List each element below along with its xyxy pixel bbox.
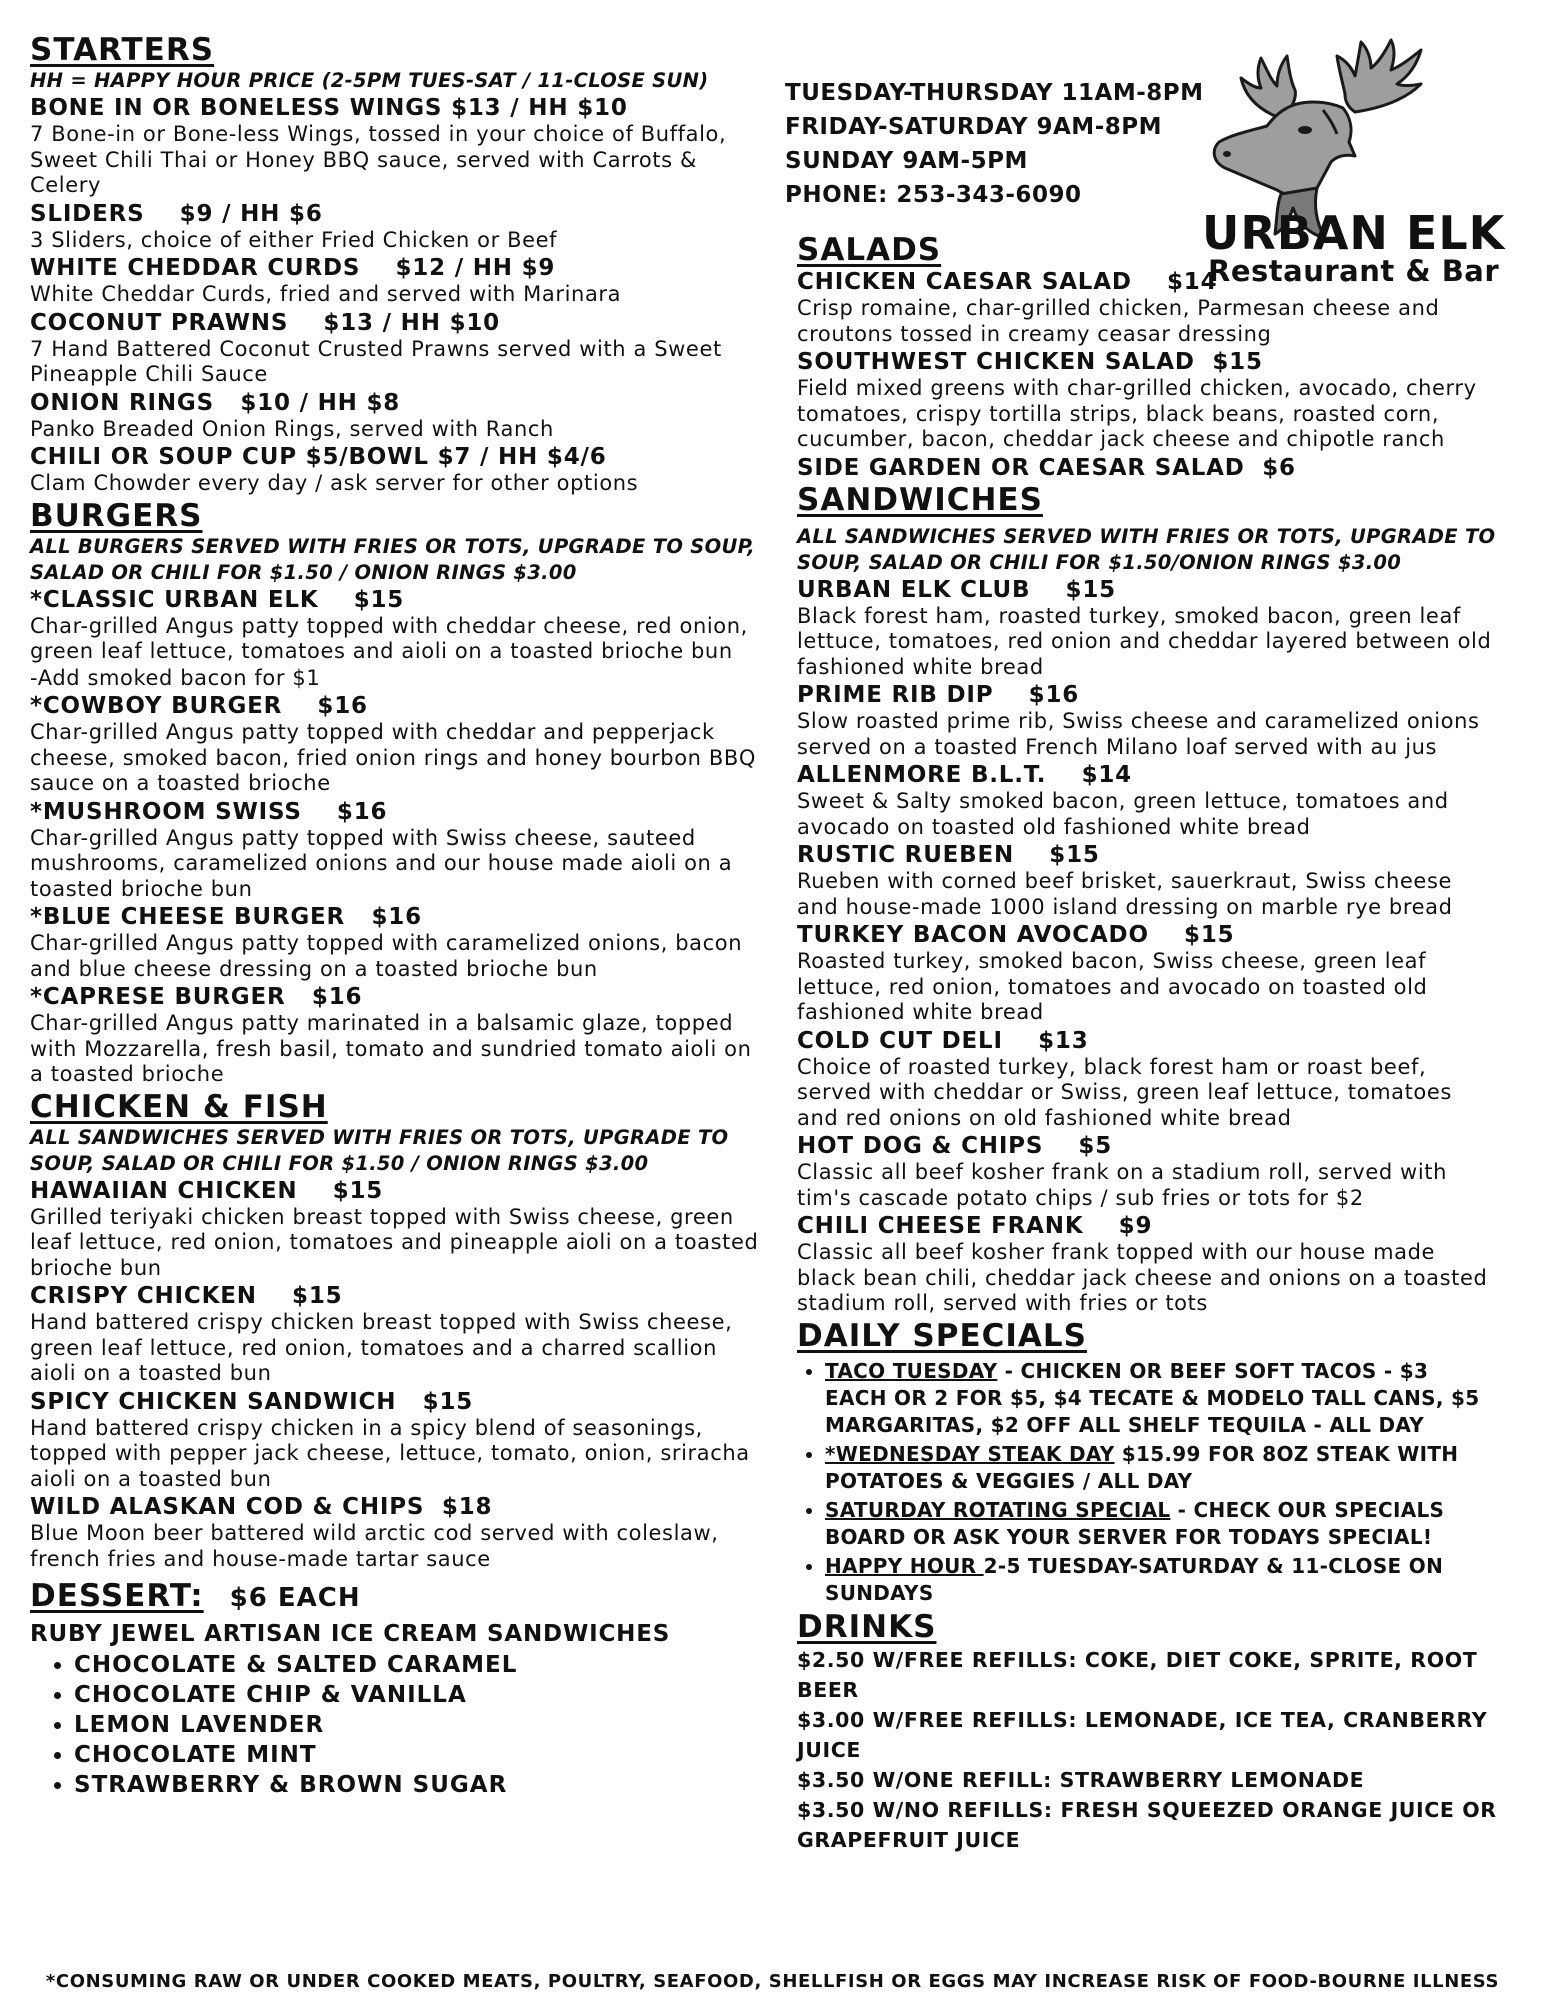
daily-specials-section bbox=[797, 1318, 1497, 1607]
item-desc: 7 Bone-in or Bone-less Wings, tossed in your choice of Buffalo, Sweet Chili Thai or Honey BBQ sauce, served with Carrots & Celery bbox=[30, 122, 727, 197]
section-title: BURGERS bbox=[30, 497, 203, 534]
section-title: CHICKEN & FISH bbox=[30, 1088, 328, 1125]
starters-section bbox=[30, 32, 760, 497]
hours-line: FRIDAY-SATURDAY 9AM-8PM bbox=[785, 114, 1162, 140]
section-title: STARTERS bbox=[30, 32, 215, 68]
item-desc: 7 Hand Battered Coconut Crusted Prawns served with a Sweet Pineapple Chili Sauce bbox=[30, 336, 722, 386]
item-title: COCONUT PRAWNS $13 / HH $10 bbox=[30, 309, 500, 336]
item-title: HOT DOG & CHIPS $5 bbox=[797, 1133, 1113, 1159]
list-item bbox=[825, 1441, 1497, 1495]
menu-item bbox=[30, 903, 760, 982]
list-item: • STRAWBERRY & BROWN SUGAR bbox=[74, 1770, 760, 1800]
menu-item bbox=[30, 798, 760, 903]
menu-item bbox=[797, 761, 1497, 840]
list-item: • CHOCOLATE & SALTED CARAMEL bbox=[74, 1650, 760, 1680]
special-label: TACO TUESDAY bbox=[825, 1358, 998, 1383]
special-label: HAPPY HOUR bbox=[825, 1553, 984, 1578]
item-title: HAWAIIAN CHICKEN $15 bbox=[30, 1177, 384, 1204]
item-desc: Char-grilled Angus patty topped with cheddar cheese, red onion, green leaf lettuce, tomatoes and aioli on a toasted brioche bun bbox=[30, 613, 748, 663]
section-note: ALL SANDWICHES SERVED WITH FRIES OR TOTS, UPGRADE TO SOUP, SALAD OR CHILI FOR $1.50/ONION RINGS $3.00 bbox=[797, 524, 1496, 574]
item-title: CHICKEN CAESAR SALAD $14 bbox=[797, 269, 1218, 295]
dessert-list bbox=[30, 1650, 760, 1800]
item-title: RUSTIC RUEBEN $15 bbox=[797, 842, 1100, 868]
item-desc: Classic all beef kosher frank on a stadium roll, served with tim's cascade potato chips / sub fries or tots for $2 bbox=[797, 1160, 1448, 1210]
chicken-fish-section bbox=[30, 1089, 760, 1573]
section-title: DRINKS bbox=[797, 1608, 937, 1645]
section-title: SANDWICHES bbox=[797, 481, 1043, 518]
section-title: DESSERT: bbox=[30, 1578, 204, 1614]
item-desc: Grilled teriyaki chicken breast topped with Swiss cheese, green leaf lettuce, red onion, tomatoes and pineapple aioli on a toasted brioche bun bbox=[30, 1204, 759, 1280]
item-title: ALLENMORE B.L.T. $14 bbox=[797, 762, 1132, 788]
item-desc: 3 Sliders, choice of either Fried Chicken or Beef bbox=[30, 227, 558, 252]
item-desc: Crisp romaine, char-grilled chicken, Parmesan cheese and croutons tossed in creamy ceasar dressing bbox=[797, 296, 1440, 346]
item-title: *COWBOY BURGER $16 bbox=[30, 693, 368, 719]
item-desc: Char-grilled Angus patty topped with caramelized onions, bacon and blue cheese dressing on a toasted brioche bun bbox=[30, 931, 743, 981]
special-text: - CHECK OUR SPECIALS BOARD OR ASK YOUR SERVER FOR TODAYS SPECIAL! bbox=[825, 1497, 1445, 1549]
footer-disclaimer: *CONSUMING RAW OR UNDER COOKED MEATS, POULTRY, SEAFOOD, SHELLFISH OR EGGS MAY INCREASE RISK OF FOOD-BOURNE ILLNESS bbox=[45, 1971, 1500, 1992]
item-title: CHILI OR SOUP CUP $5/BOWL $7 / HH $4/6 bbox=[30, 444, 607, 470]
brand-subtitle: Restaurant & Bar bbox=[1208, 254, 1500, 288]
special-label: SATURDAY ROTATING SPECIAL bbox=[825, 1497, 1171, 1522]
section-note: ALL BURGERS SERVED WITH FRIES OR TOTS, UPGRADE TO SOUP, SALAD OR CHILI FOR $1.50 / ONION RINGS $3.00 bbox=[30, 534, 755, 584]
item-desc: Slow roasted prime rib, Swiss cheese and caramelized onions served on a toasted French Milano loaf served with au jus bbox=[797, 709, 1480, 759]
menu-item bbox=[30, 389, 760, 443]
item-title: BONE IN OR BONELESS WINGS $13 / HH $10 bbox=[30, 95, 628, 121]
drinks-line: $2.50 W/FREE REFILLS: COKE, DIET COKE, SPRITE, ROOT BEER bbox=[797, 1647, 1478, 1702]
item-desc: White Cheddar Curds, fried and served with Marinara bbox=[30, 282, 622, 306]
menu-item bbox=[30, 94, 760, 199]
menu-item bbox=[797, 348, 1497, 453]
item-desc: Classic all beef kosher frank topped with our house made black bean chili, cheddar jack cheese and onions on a toasted stadium roll, served with fries or tots bbox=[797, 1240, 1488, 1315]
menu-item bbox=[797, 841, 1497, 920]
menu-item bbox=[797, 268, 1497, 347]
menu-item bbox=[30, 692, 760, 797]
special-label: *WEDNESDAY STEAK DAY bbox=[825, 1441, 1115, 1466]
menu-item bbox=[797, 1027, 1497, 1132]
item-desc: Hand battered crispy chicken breast topped with Swiss cheese, green leaf lettuce, red onion, tomatoes and a charred scallion aioli on a toasted bun bbox=[30, 1310, 733, 1385]
salads-section bbox=[797, 232, 1500, 482]
drinks-line: $3.50 W/ONE REFILL: STRAWBERRY LEMONADE bbox=[797, 1767, 1365, 1792]
drinks-line: $3.50 W/NO REFILLS: FRESH SQUEEZED ORANGE JUICE OR GRAPEFRUIT JUICE bbox=[797, 1797, 1497, 1852]
brand-name: URBAN ELK bbox=[1202, 206, 1506, 260]
item-title: SPICY CHICKEN SANDWICH $15 bbox=[30, 1388, 474, 1415]
menu-item bbox=[797, 1132, 1497, 1211]
item-desc: Hand battered crispy chicken in a spicy blend of seasonings, topped with pepper jack cheese, lettuce, tomato, onion, sriracha aioli on a toasted bun bbox=[30, 1415, 750, 1491]
menu-item bbox=[797, 1212, 1497, 1317]
dessert-section bbox=[30, 1578, 760, 1800]
item-title: COLD CUT DELI $13 bbox=[797, 1027, 1089, 1054]
item-desc: Char-grilled Angus patty topped with Swiss cheese, sauteed mushrooms, caramelized onions and our house made aioli on a toasted brioche bun bbox=[30, 825, 733, 901]
menu-item bbox=[30, 983, 760, 1088]
section-title: SALADS bbox=[797, 232, 942, 268]
menu-item bbox=[797, 576, 1497, 681]
menu-item bbox=[30, 1388, 760, 1493]
menu-item bbox=[797, 681, 1497, 760]
special-text: 2-5 TUESDAY-SATURDAY & 11-CLOSE ON SUNDAYS bbox=[825, 1553, 1444, 1605]
item-desc: Rueben with corned beef brisket, sauerkraut, Swiss cheese and house-made 1000 island dressing on marble rye bread bbox=[797, 869, 1453, 919]
phone-line: PHONE: 253-343-6090 bbox=[785, 182, 1082, 208]
item-desc: Panko Breaded Onion Rings, served with Ranch bbox=[30, 416, 554, 441]
dessert-header bbox=[30, 1578, 760, 1614]
list-item: • CHOCOLATE MINT bbox=[74, 1740, 760, 1770]
list-item bbox=[825, 1553, 1497, 1607]
section-title: DAILY SPECIALS bbox=[797, 1317, 1088, 1354]
item-title: *CAPRESE BURGER $16 bbox=[30, 984, 363, 1010]
menu-item bbox=[30, 443, 760, 497]
item-title: CRISPY CHICKEN $15 bbox=[30, 1283, 343, 1309]
section-note: HH = HAPPY HOUR PRICE (2-5PM TUES-SAT / 11-CLOSE SUN) bbox=[30, 69, 709, 92]
menu-item bbox=[30, 1493, 760, 1572]
dessert-price: $6 EACH bbox=[229, 1583, 361, 1613]
menu-item bbox=[30, 586, 760, 692]
item-desc: Sweet & Salty smoked bacon, green lettuce, tomatoes and avocado on toasted old fashioned white bread bbox=[797, 789, 1449, 839]
item-title: URBAN ELK CLUB $15 bbox=[797, 576, 1116, 603]
sandwiches-section bbox=[797, 482, 1497, 1317]
item-title: SOUTHWEST CHICKEN SALAD $15 bbox=[797, 349, 1263, 375]
list-item: • LEMON LAVENDER bbox=[74, 1710, 760, 1740]
item-desc: Black forest ham, roasted turkey, smoked bacon, green leaf lettuce, tomatoes, red onion and cheddar layered between old fashioned white bread bbox=[797, 603, 1492, 679]
item-title: TURKEY BACON AVOCADO $15 bbox=[797, 922, 1235, 948]
hours-line: SUNDAY 9AM-5PM bbox=[785, 148, 1028, 174]
hours-line: TUESDAY-THURSDAY 11AM-8PM bbox=[785, 80, 1204, 106]
specials-list bbox=[797, 1358, 1497, 1607]
right-column bbox=[797, 232, 1500, 1855]
item-title: WILD ALASKAN COD & CHIPS $18 bbox=[30, 1494, 493, 1520]
item-desc: Char-grilled Angus patty topped with cheddar and pepperjack cheese, smoked bacon, fried onion rings and honey bourbon BBQ sauce on a toasted brioche bbox=[30, 720, 756, 795]
special-text: $15.99 FOR 8OZ STEAK WITH POTATOES & VEGGIES / ALL DAY bbox=[825, 1441, 1459, 1493]
item-desc: Roasted turkey, smoked bacon, Swiss cheese, green leaf lettuce, red onion, tomatoes and avocado on toasted old fashioned white bread bbox=[797, 949, 1428, 1024]
drinks-section bbox=[797, 1609, 1497, 1855]
item-desc: Char-grilled Angus patty marinated in a balsamic glaze, topped with Mozzarella, fresh basil, tomato and sundried tomato aioli on a toasted brioche bbox=[30, 1011, 752, 1086]
item-desc: Clam Chowder every day / ask server for other options bbox=[30, 471, 639, 495]
menu-item bbox=[30, 254, 760, 308]
list-item: • CHOCOLATE CHIP & VANILLA bbox=[74, 1680, 760, 1710]
item-desc: Field mixed greens with char-grilled chicken, avocado, cherry tomatoes, crispy tortilla strips, black beans, roasted corn, cucumber, bacon, cheddar jack cheese and chipotle ranch bbox=[797, 376, 1477, 451]
special-text: - CHICKEN OR BEEF SOFT TACOS - $3 EACH OR 2 FOR $5, $4 TECATE & MODELO TALL CANS, $5 MARGARITAS, $2 OFF ALL SHELF TEQUILA - ALL DAY bbox=[825, 1358, 1480, 1437]
menu-item bbox=[30, 1177, 760, 1282]
menu-item bbox=[30, 309, 760, 388]
list-item bbox=[825, 1358, 1497, 1439]
item-desc: Choice of roasted turkey, black forest ham or roast beef, served with cheddar or Swiss, green leaf lettuce, tomatoes and red onions on old fashioned white bread bbox=[797, 1054, 1452, 1130]
burgers-section bbox=[30, 498, 760, 1088]
list-item bbox=[825, 1497, 1497, 1551]
item-title: ONION RINGS $10 / HH $8 bbox=[30, 389, 401, 416]
item-title: *MUSHROOM SWISS $16 bbox=[30, 798, 388, 825]
item-extra: -Add smoked bacon for $1 bbox=[30, 665, 321, 690]
item-title: *BLUE CHEESE BURGER $16 bbox=[30, 904, 422, 930]
item-title: CHILI CHEESE FRANK $9 bbox=[797, 1213, 1153, 1239]
item-desc: Blue Moon beer battered wild arctic cod served with coleslaw, french fries and house-made tartar sauce bbox=[30, 1521, 719, 1571]
item-title: PRIME RIB DIP $16 bbox=[797, 682, 1080, 708]
item-title: *CLASSIC URBAN ELK $15 bbox=[30, 586, 405, 613]
drinks-line: $3.00 W/FREE REFILLS: LEMONADE, ICE TEA, CRANBERRY JUICE bbox=[797, 1707, 1488, 1762]
section-note: ALL SANDWICHES SERVED WITH FRIES OR TOTS, UPGRADE TO SOUP, SALAD OR CHILI FOR $1.50 / ONION RINGS $3.00 bbox=[30, 1125, 729, 1175]
item-title: SLIDERS $9 / HH $6 bbox=[30, 200, 323, 227]
left-column bbox=[30, 32, 760, 1800]
menu-item bbox=[30, 1282, 760, 1387]
menu-item bbox=[30, 200, 760, 254]
dessert-subtitle: RUBY JEWEL ARTISAN ICE CREAM SANDWICHES bbox=[30, 1621, 671, 1647]
menu-item bbox=[797, 921, 1497, 1026]
menu-item bbox=[797, 454, 1497, 482]
item-title: SIDE GARDEN OR CAESAR SALAD $6 bbox=[797, 454, 1296, 481]
item-title: WHITE CHEDDAR CURDS $12 / HH $9 bbox=[30, 255, 556, 281]
hours-block bbox=[785, 76, 1204, 212]
